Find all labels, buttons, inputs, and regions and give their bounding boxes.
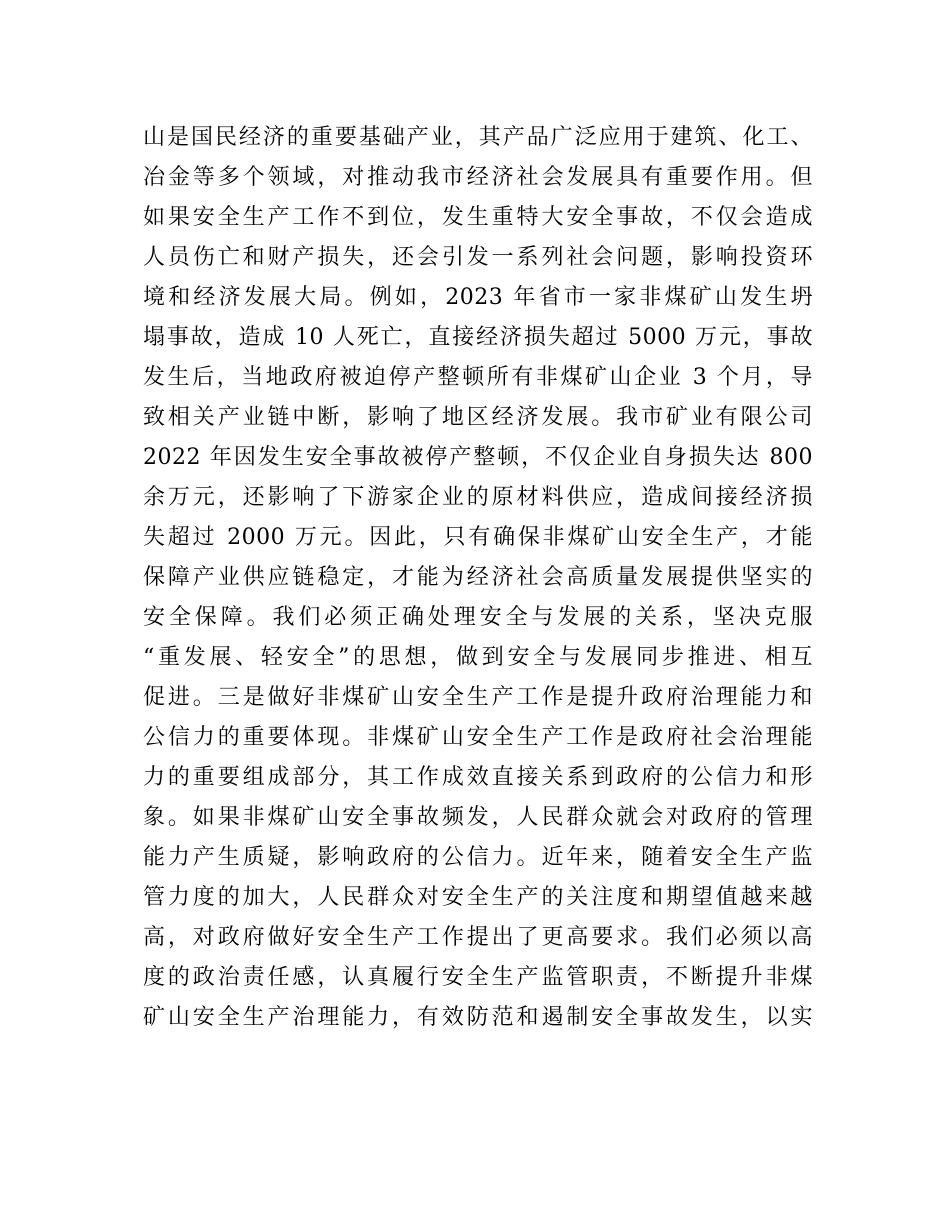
text-line: 矿山安全生产治理能力，有效防范和遏制安全事故发生，以实 bbox=[143, 1005, 813, 1030]
text-line: 管力度的加大，人民群众对安全生产的关注度和期望值越来越 bbox=[143, 885, 813, 910]
text-line: 发生后，当地政府被迫停产整顿所有非煤矿山企业 3 个月，导 bbox=[143, 365, 813, 390]
text-line: 促进。三是做好非煤矿山安全生产工作是提升政府治理能力和 bbox=[143, 685, 813, 710]
text-line: 2022 年因发生安全事故被停产整顿，不仅企业自身损失达 800 bbox=[143, 445, 813, 470]
text-line: “重发展、轻安全”的思想，做到安全与发展同步推进、相互 bbox=[143, 645, 813, 670]
text-line: 高，对政府做好安全生产工作提出了更高要求。我们必须以高 bbox=[143, 925, 813, 950]
body-text bbox=[143, 118, 813, 1038]
text-line: 境和经济发展大局。例如，2023 年省市一家非煤矿山发生坍 bbox=[143, 285, 813, 310]
text-line: 度的政治责任感，认真履行安全生产监管职责，不断提升非煤 bbox=[143, 965, 813, 990]
text-line: 力的重要组成部分，其工作成效直接关系到政府的公信力和形 bbox=[143, 765, 813, 790]
text-line: 塌事故，造成 10 人死亡，直接经济损失超过 5000 万元，事故 bbox=[143, 325, 813, 350]
text-line: 保障产业供应链稳定，才能为经济社会高质量发展提供坚实的 bbox=[143, 565, 813, 590]
text-line: 能力产生质疑，影响政府的公信力。近年来，随着安全生产监 bbox=[143, 845, 813, 870]
text-line: 余万元，还影响了下游家企业的原材料供应，造成间接经济损 bbox=[143, 485, 813, 510]
text-line: 如果安全生产工作不到位，发生重特大安全事故，不仅会造成 bbox=[143, 205, 813, 230]
text-line: 致相关产业链中断，影响了地区经济发展。我市矿业有限公司 bbox=[143, 405, 813, 430]
text-line: 公信力的重要体现。非煤矿山安全生产工作是政府社会治理能 bbox=[143, 725, 813, 750]
text-line: 安全保障。我们必须正确处理安全与发展的关系，坚决克服 bbox=[143, 605, 813, 630]
text-line: 冶金等多个领域，对推动我市经济社会发展具有重要作用。但 bbox=[143, 165, 813, 190]
text-line: 山是国民经济的重要基础产业，其产品广泛应用于建筑、化工、 bbox=[143, 125, 813, 150]
text-line: 失超过 2000 万元。因此，只有确保非煤矿山安全生产，才能 bbox=[143, 525, 813, 550]
text-line: 象。如果非煤矿山安全事故频发，人民群众就会对政府的管理 bbox=[143, 805, 813, 830]
text-line: 人员伤亡和财产损失，还会引发一系列社会问题，影响投资环 bbox=[143, 245, 813, 270]
